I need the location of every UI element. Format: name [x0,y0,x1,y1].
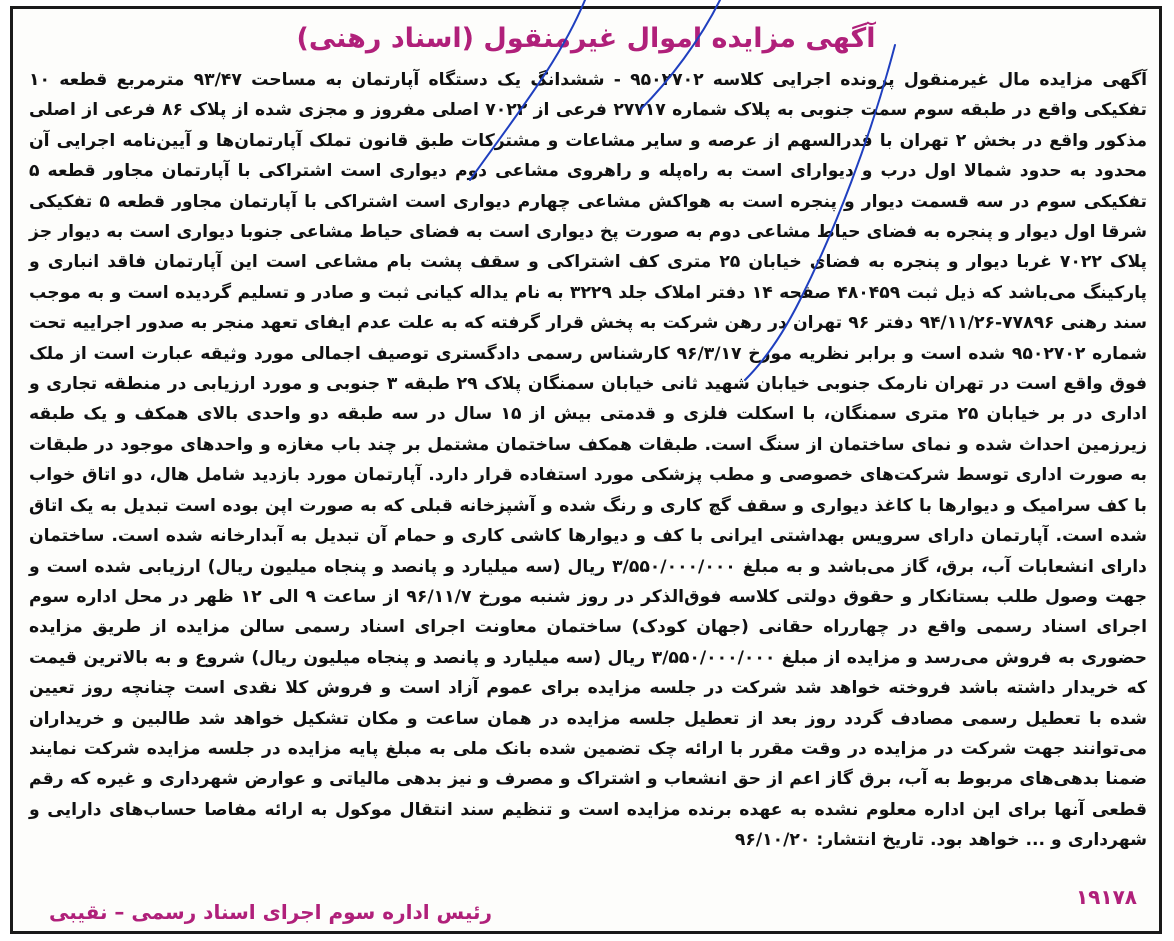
notice-title: آگهی مزایده اموال غیرمنقول (اسناد رهنی) [296,23,876,54]
auction-notice [10,6,1162,934]
notice-body: آگهی مزایده مال غیرمنقول پرونده اجرایی کلاسه ۹۵۰۲۷۰۲ - ششدانگ یک دستگاه آپارتمان به مساحت ۹۳/۴۷ مترمربع قطعه ۱۰ تفکیکی واقع در طبقه سوم سمت جنوبی به پلاک شماره ۲۷۷۱۷ فرعی از ۷۰۲۲ اصلی مفروز و مجزی شده از پلاک ۸۶ فرعی از اصلی مذکور واقع در بخش ۲ تهران با قدرالسهم از عرصه و سایر مشاعات و مشترکات طبق قانون تملک آپارتمان‌ها و آیین‌نامه اجرایی آن محدود به حدود شمالا اول درب و دیوارای است به راه‌پله و راهروی مشاعی دوم دیواری است اشتراکی با آپارتمان مجاور قطعه ۵ تفکیکی سوم در سه قسمت دیوار و پنجره است به هواکش مشاعی چهارم دیواری است اشتراکی با آپارتمان مجاور قطعه ۵ تفکیکی شرقا اول دیوار و پنجره به فضای حیاط مشاعی دوم به صورت پخ دیواری است به فضای حیاط مشاعی جنوبا دیواری است به دیوار جز پلاک ۷۰۲۲ غربا دیوار و پنجره به فضای خیابان ۲۵ متری کف اشتراکی و سقف پشت بام مشاعی است این آپارتمان فاقد انباری و پارکینگ می‌باشد که ذیل ثبت ۴۸۰۴۵۹ صفحه ۱۴ دفتر املاک جلد ۳۲۲۹ به نام یداله کیانی ثبت و صادر و تسلیم گردیده است و به موجب سند رهنی ۷۷۸۹۶-۹۴/۱۱/۲۶ دفتر ۹۶ تهران در رهن شرکت به پخش قرار گرفته که به علت عدم ایفای تعهد منجر به صدور اجراییه تحت شماره ۹۵۰۲۷۰۲ شده است و برابر نظریه مورخ ۹۶/۳/۱۷ کارشناس رسمی دادگستری توصیف اجمالی مورد وثیقه عبارت است از ملک فوق واقع است در تهران نارمک جنوبی خیابان شهید ثانی خیابان سمنگان پلاک ۲۹ طبقه ۳ جنوبی و مورد ارزیابی در منطقه تجاری و اداری در بر خیابان ۲۵ متری سمنگان، با اسکلت فلزی و قدمتی بیش از ۱۵ سال در سه طبقه دو واحدی بالای همکف و یک طبقه زیرزمین احداث شده و نمای ساختمان از سنگ است. طبقات همکف ساختمان مشتمل بر چند باب مغازه و واحدهای موجود در طبقات به صورت اداری توسط شرکت‌های خصوصی و مطب پزشکی مورد استفاده قرار دارد. آپارتمان مورد بازدید شامل هال، دو اتاق خواب با کف سرامیک و دیوارها با کاغذ دیواری و سقف گچ کاری و رنگ شده و آشپزخانه قبلی که به صورت اپن بوده است تبدیل به یک اتاق شده است. آپارتمان دارای سرویس بهداشتی ایرانی با کف و دیوارها کاشی کاری و حمام آن تبدیل به آبدارخانه شده است. ساختمان دارای انشعابات آب، برق، گاز می‌باشد و به مبلغ ۳/۵۵۰/۰۰۰/۰۰۰ ریال (سه میلیارد و پانصد و پنجاه میلیون ریال) ارزیابی شده است و جهت وصول طلب بستانکار و حقوق دولتی کلاسه فوق‌الذکر در روز شنبه مورخ ۹۶/۱۱/۷ از ساعت ۹ الی ۱۲ ظهر در محل اداره سوم اجرای اسناد رسمی واقع در چهارراه حقانی (جهان کودک) ساختمان معاونت اجرای اسناد رسمی سالن مزایده از طریق مزایده حضوری به فروش می‌رسد و مزایده از مبلغ ۳/۵۵۰/۰۰۰/۰۰۰ ریال (سه میلیارد و پانصد و پنجاه میلیون ریال) شروع و به بالاترین قیمت که خریدار داشته باشد فروخته خواهد شد شرکت در جلسه مزایده برای عموم آزاد است و فروش کلا نقدی است چنانچه روز تعیین شده با تعطیل رسمی مصادف گردد روز بعد از تعطیل جلسه مزایده در همان ساعت و مکان تشکیل خواهد شد طالبین و خریداران می‌توانند جهت شرکت در مزایده در وقت مقرر با ارائه چک تضمین شده بانک ملی به مبلغ پایه مزایده در جلسه مزایده شرکت نمایند ضمنا بدهی‌های مربوط به آب، برق گاز اعم از حق انشعاب و اشتراک و مصرف و نیز بدهی مالیاتی و عوارض شهرداری و غیره که رقم قطعی آنها برای این اداره معلوم نشده به عهده برنده مزایده است و تنظیم سند انتقال موکول به ارائه مفاصا حساب‌های دارایی و شهرداری و ... خواهد بود. تاریخ انتشار: ۹۶/۱۰/۲۰ [29,70,1148,851]
notice-signature: رئیس اداره سوم اجرای اسناد رسمی – نقیبی [49,900,493,924]
notice-code: ۱۹۱۷۸ [1075,885,1137,909]
